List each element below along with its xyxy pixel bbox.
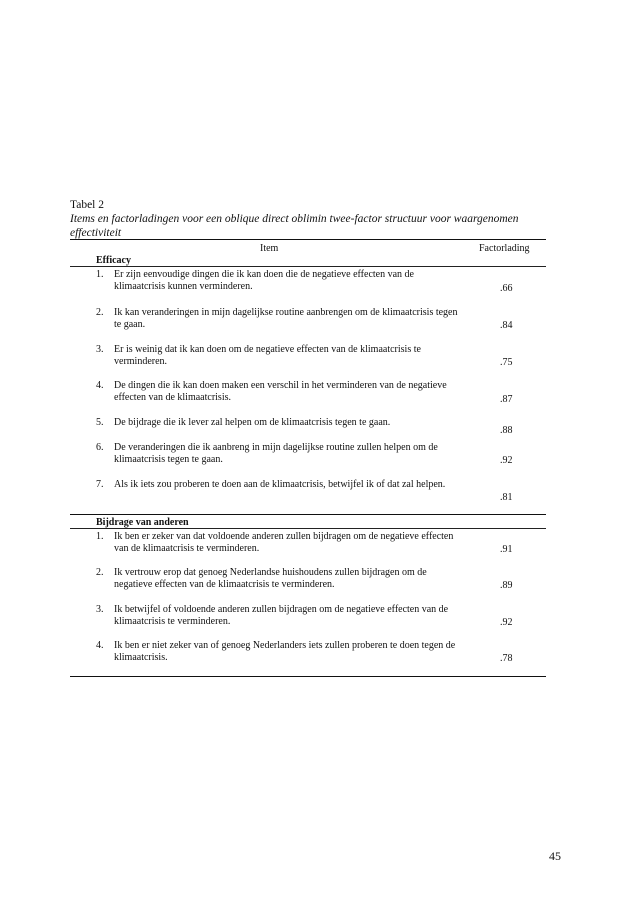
factor-value: .87: [500, 394, 513, 405]
item-number: 7.: [96, 479, 104, 490]
table-subtitle: Items en factorladingen voor een oblique direct oblimin twee-factor structuur voor waargenomen effectiviteit: [70, 213, 519, 239]
header-rule: [70, 266, 546, 267]
item-text: Ik ben er niet zeker van of genoeg Nederlanders iets zullen proberen te doen tegen de klimaatcrisis.: [114, 640, 456, 663]
factor-value: .78: [500, 653, 513, 664]
table-top-rule: [70, 239, 546, 240]
item-number: 1.: [96, 269, 104, 280]
item-text: Er is weinig dat ik kan doen om de negatieve effecten van de klimaatcrisis te verminderen.: [114, 344, 421, 367]
item-text: Er zijn eenvoudige dingen die ik kan doen die de negatieve effecten van de klimaatcrisis kunnen verminderen.: [114, 269, 414, 292]
item-text: De veranderingen die ik aanbreng in mijn dagelijkse routine zullen helpen om de klimaatcrisis tegen te gaan.: [114, 442, 438, 465]
factor-value: .92: [500, 617, 513, 628]
table-caption: [70, 198, 550, 240]
item-number: 5.: [96, 417, 104, 428]
factor-value: .75: [500, 357, 513, 368]
item-number: 6.: [96, 442, 104, 453]
factor-value: .91: [500, 544, 513, 555]
item-number: 2.: [96, 567, 104, 578]
section-title-bijdrage-van-anderen: Bijdrage van anderen: [96, 517, 189, 528]
item-text: Ik betwijfel of voldoende anderen zullen bijdragen om de negatieve effecten van de klimaatcrisis te verminderen.: [114, 604, 449, 627]
item-number: 3.: [96, 604, 104, 615]
factor-value: .88: [500, 425, 513, 436]
factor-value: .81: [500, 492, 513, 503]
factor-value: .66: [500, 283, 513, 294]
item-number: 3.: [96, 344, 104, 355]
item-text: Ik kan veranderingen in mijn dagelijkse routine aanbrengen om de klimaatcrisis tegen te gaan.: [114, 307, 458, 330]
section-header-rule: [70, 528, 546, 529]
section-divider-rule: [70, 514, 546, 515]
factor-value: .84: [500, 320, 513, 331]
item-number: 1.: [96, 531, 104, 542]
page-number: 45: [549, 849, 561, 863]
item-number: 4.: [96, 640, 104, 651]
factor-value: .89: [500, 580, 513, 591]
table-title: Tabel 2: [70, 199, 105, 211]
item-text: De dingen die ik kan doen maken een verschil in het verminderen van de negatieve effecten van de klimaatcrisis.: [114, 380, 447, 403]
item-text: Als ik iets zou proberen te doen aan de klimaatcrisis, betwijfel ik of dat zal helpen.: [114, 479, 446, 490]
item-number: 2.: [96, 307, 104, 318]
item-text: Ik vertrouw erop dat genoeg Nederlandse huishoudens zullen bijdragen om de negatieve effecten van de klimaatcrisis te verminderen.: [114, 567, 427, 590]
table-bottom-rule: [70, 676, 546, 677]
item-number: 4.: [96, 380, 104, 391]
header-factorlading: Factorlading: [479, 243, 530, 254]
header-item: Item: [260, 243, 279, 254]
item-text: De bijdrage die ik lever zal helpen om de klimaatcrisis tegen te gaan.: [114, 417, 391, 428]
item-text: Ik ben er zeker van dat voldoende anderen zullen bijdragen om de negatieve effecten van de klimaatcrisis te verminderen.: [114, 531, 454, 554]
section-title-efficacy: Efficacy: [96, 255, 131, 266]
factor-value: .92: [500, 455, 513, 466]
